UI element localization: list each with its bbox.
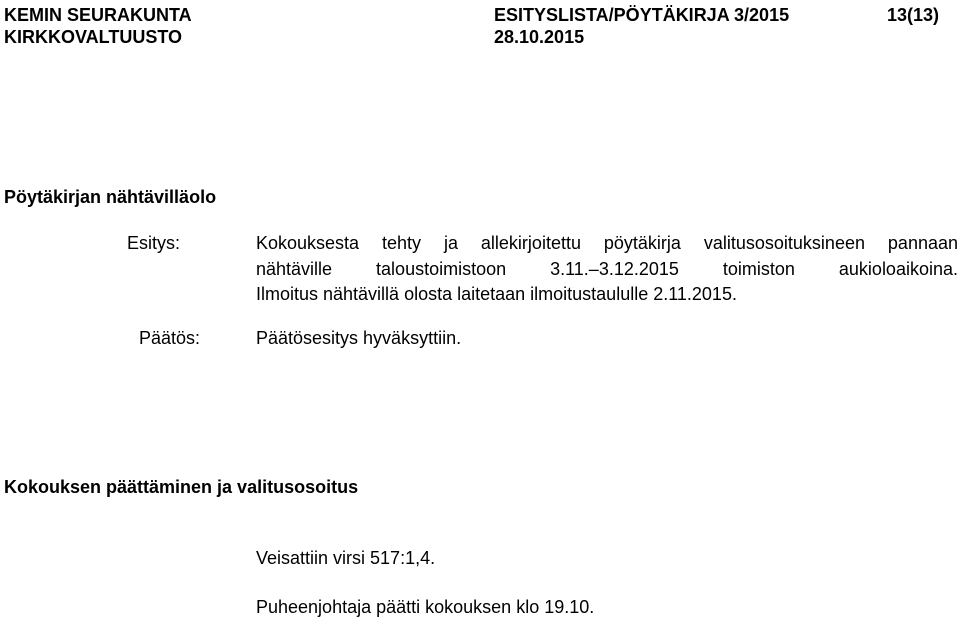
virsi-text: Veisattiin virsi 517:1,4. <box>256 548 436 568</box>
body-name: KIRKKOVALTUUSTO <box>4 27 182 47</box>
document-title: ESITYSLISTA/PÖYTÄKIRJA 3/2015 <box>494 5 790 25</box>
esitys-text <box>256 231 956 308</box>
paatos-text: Päätösesitys hyväksyttiin. <box>256 328 462 348</box>
page-number: 13(13) <box>887 5 940 25</box>
section-title-nahtavillaolo: Pöytäkirjan nähtävilläolo <box>4 187 217 207</box>
header-organization <box>4 4 192 48</box>
organization-name: KEMIN SEURAKUNTA <box>4 5 192 25</box>
esitys-line-1: Kokouksesta tehty ja allekirjoitettu pöytäkirja valitusosoituksineen pannaan <box>256 233 958 253</box>
closing-text: Puheenjohtaja päätti kokouksen klo 19.10. <box>256 597 595 617</box>
esitys-line-3: Ilmoitus nähtävillä olosta laitetaan ilmoitustaululle 2.11.2015. <box>256 284 737 304</box>
header-document-info <box>494 4 789 48</box>
esitys-line-2: nähtäville taloustoimistoon 3.11.–3.12.2015 toimiston aukioloaikoina. <box>256 258 958 279</box>
document-date: 28.10.2015 <box>494 27 585 47</box>
esitys-label: Esitys: <box>126 233 180 253</box>
paatos-label: Päätös: <box>138 328 200 348</box>
section-title-kokouksen-paattaminen: Kokouksen päättäminen ja valitusosoitus <box>4 477 359 497</box>
